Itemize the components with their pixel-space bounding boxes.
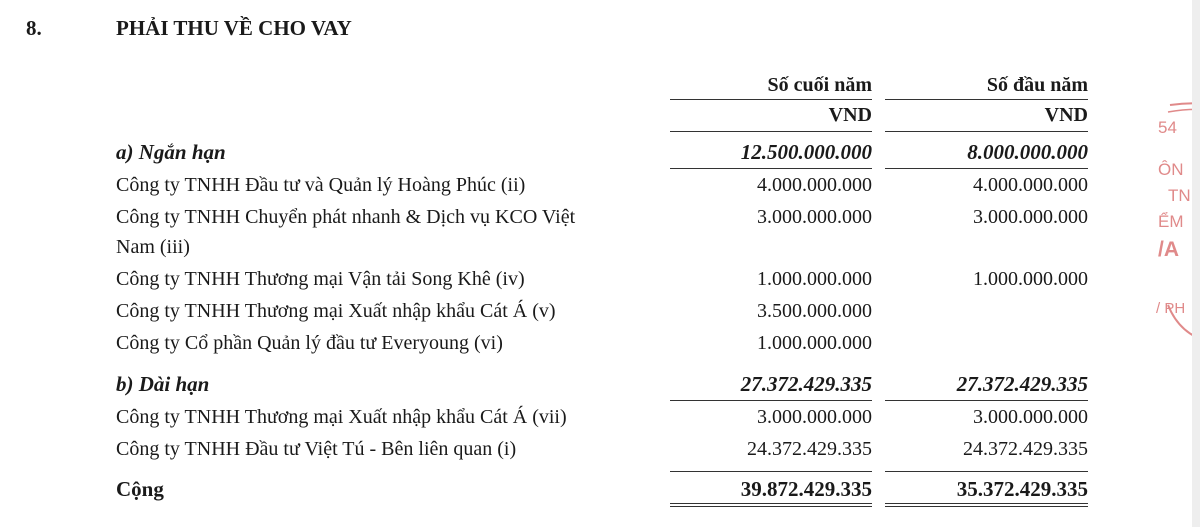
stamp-text: 54 <box>1158 118 1177 137</box>
table-row-start: 1.000.000.000 <box>973 268 1088 290</box>
short-term-end-total: 12.500.000.000 <box>740 140 872 164</box>
table-row-label: Công ty TNHH Chuyển phát nhanh & Dịch vụ KCO Việt <box>116 206 576 228</box>
total-top-rule-start <box>885 471 1088 472</box>
total-double-rule-end <box>670 503 872 507</box>
table-row-start: 3.000.000.000 <box>973 206 1088 228</box>
stamp-text: /A <box>1158 238 1179 261</box>
header-rule-end <box>670 99 872 100</box>
page-edge <box>1192 0 1200 527</box>
stamp-text: ỂM <box>1158 212 1184 231</box>
table-row-end: 3.000.000.000 <box>757 206 872 228</box>
table-row-end: 3.500.000.000 <box>757 300 872 322</box>
table-row-label: Công ty TNHH Đầu tư và Quản lý Hoàng Phúc (ii) <box>116 174 526 196</box>
stamp-text: / PH <box>1156 300 1186 317</box>
stamp-text: TN <box>1168 186 1191 205</box>
section-title: PHẢI THU VỀ CHO VAY <box>116 16 352 40</box>
table-row-end: 4.000.000.000 <box>757 174 872 196</box>
table-row-label: Công ty TNHH Thương mại Xuất nhập khẩu Cát Á (vii) <box>116 406 567 428</box>
total-label: Cộng <box>116 477 164 501</box>
table-row-end: 3.000.000.000 <box>757 406 872 428</box>
long-term-rule-end <box>670 400 872 401</box>
unit-start-of-year: VND <box>1044 104 1088 126</box>
long-term-label: b) Dài hạn <box>116 372 210 396</box>
table-row-end: 1.000.000.000 <box>757 332 872 354</box>
table-row-label-cont: Nam (iii) <box>116 236 190 258</box>
stamp-text: ÔN <box>1158 160 1184 179</box>
table-row-start: 3.000.000.000 <box>973 406 1088 428</box>
table-row-end: 24.372.429.335 <box>747 438 872 460</box>
long-term-start-total: 27.372.429.335 <box>956 372 1088 396</box>
column-header-start-of-year: Số đầu năm <box>986 74 1088 96</box>
section-number: 8. <box>26 16 42 40</box>
table-row-label: Công ty TNHH Thương mại Vận tải Song Khê (iv) <box>116 268 525 290</box>
table-row-start: 4.000.000.000 <box>973 174 1088 196</box>
table-row-end: 1.000.000.000 <box>757 268 872 290</box>
table-row-label: Công ty TNHH Thương mại Xuất nhập khẩu Cát Á (v) <box>116 300 556 322</box>
unit-rule-end <box>670 131 872 132</box>
short-term-label: a) Ngắn hạn <box>116 140 226 164</box>
short-term-start-total: 8.000.000.000 <box>967 140 1088 164</box>
column-header-end-of-year: Số cuối năm <box>767 74 872 96</box>
total-end: 39.872.429.335 <box>740 477 872 501</box>
header-rule-start <box>885 99 1088 100</box>
long-term-rule-start <box>885 400 1088 401</box>
total-start: 35.372.429.335 <box>956 477 1088 501</box>
table-row-label: Công ty TNHH Đầu tư Việt Tú - Bên liên quan (i) <box>116 438 517 460</box>
short-term-rule-end <box>670 168 872 169</box>
total-top-rule-end <box>670 471 872 472</box>
short-term-rule-start <box>885 168 1088 169</box>
total-double-rule-start <box>885 503 1088 507</box>
table-row-start: 24.372.429.335 <box>963 438 1088 460</box>
unit-end-of-year: VND <box>828 104 872 126</box>
table-row-label: Công ty Cổ phần Quản lý đầu tư Everyoung (vi) <box>116 332 503 354</box>
long-term-end-total: 27.372.429.335 <box>740 372 872 396</box>
unit-rule-start <box>885 131 1088 132</box>
